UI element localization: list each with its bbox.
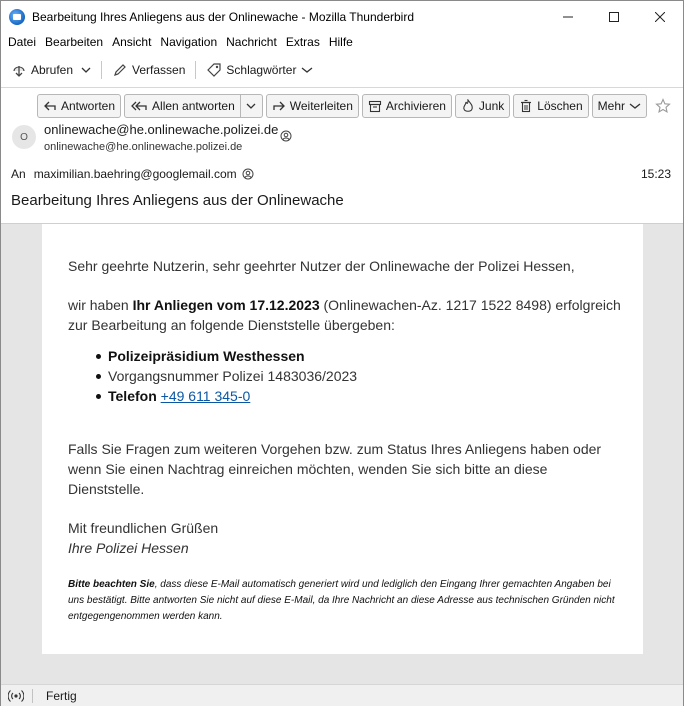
chevron-down-icon	[629, 102, 641, 110]
maximize-button[interactable]	[591, 1, 637, 32]
disclaimer-bold: Bitte beachten Sie	[68, 579, 155, 590]
message-text	[68, 256, 623, 625]
phone-link[interactable]: +49 611 345-0	[160, 388, 251, 404]
pencil-icon	[112, 62, 128, 78]
questions-paragraph: Falls Sie Fragen zum weiteren Vorgehen bzw. zum Status Ihres Anliegens haben oder wenn Sie einen Nachtrag einreichen möchten, wenden Sie sich bitte an diese Dienststelle.	[68, 441, 602, 497]
chevron-down-icon	[246, 102, 256, 110]
intro-bold: Ihr Anliegen vom 17.12.2023	[132, 297, 320, 313]
minimize-button[interactable]	[545, 1, 591, 32]
menu-help[interactable]: Hilfe	[328, 35, 353, 49]
reply-all-split	[124, 94, 263, 118]
online-status-icon[interactable]	[8, 689, 24, 703]
signature-text: Ihre Polizei Hessen	[68, 540, 189, 556]
forward-icon	[272, 99, 286, 113]
more-button[interactable]	[592, 94, 647, 118]
message-content	[42, 224, 643, 654]
get-mail-button[interactable]	[7, 58, 77, 82]
message-header	[1, 88, 683, 223]
disclaimer-body: , dass diese E-Mail automatisch generiert wird und lediglich den Eingang Ihrer gemachten Angaben bei uns bestätigt. Bitte antworten Sie nicht auf diese E-Mail, da Ihre Nachricht an diese Adresse aus technischen Gründen nicht entgegengenommen werden kann.	[68, 579, 615, 622]
tags-button[interactable]	[202, 58, 321, 82]
reply-all-label: Allen antworten	[152, 99, 235, 113]
chevron-down-icon	[81, 66, 91, 74]
menu-edit[interactable]: Bearbeiten	[45, 35, 104, 49]
close-button[interactable]	[637, 1, 683, 32]
trash-icon	[519, 99, 533, 113]
window-title: Bearbeitung Ihres Anliegens aus der Onlinewache - Mozilla Thunderbird	[32, 9, 415, 24]
menu-file[interactable]: Datei	[8, 35, 37, 49]
list-item: Vorgangsnummer Polizei 1483036/2023	[68, 366, 623, 386]
menu-message[interactable]: Nachricht	[226, 35, 277, 49]
intro-paragraph	[68, 295, 623, 335]
archive-button[interactable]	[362, 94, 452, 118]
message-subject: Bearbeitung Ihres Anliegens aus der Onlinewache	[11, 192, 344, 209]
menu-go[interactable]: Navigation	[160, 35, 218, 49]
office-details-list	[68, 346, 623, 406]
download-icon	[11, 62, 27, 78]
forward-button[interactable]	[266, 94, 359, 118]
archive-icon	[368, 99, 382, 113]
intro-suffix: (Onlinewachen-Az. 1217 1522 8498) erfolgreich zur Bearbeitung an folgende Dienststelle übergeben:	[68, 297, 621, 333]
tags-label: Schlagwörter	[226, 63, 297, 77]
menu-bar	[1, 32, 359, 52]
write-button[interactable]	[108, 58, 189, 82]
phone-label: Telefon	[108, 388, 157, 404]
toolbar-separator	[101, 61, 102, 79]
message-action-buttons	[34, 94, 671, 118]
main-toolbar	[1, 56, 683, 84]
message-time: 15:23	[640, 167, 671, 181]
intro-prefix: wir haben	[68, 297, 133, 313]
contact-icon[interactable]	[242, 168, 254, 180]
sender-email[interactable]: onlinewache@he.onlinewache.polizei.de	[44, 141, 243, 153]
menu-view[interactable]: Ansicht	[112, 35, 152, 49]
tag-icon	[206, 62, 222, 78]
chevron-down-icon	[301, 66, 313, 74]
reply-all-icon	[130, 99, 148, 113]
avatar: O	[12, 125, 36, 149]
maximize-icon	[609, 12, 619, 22]
menu-tools[interactable]: Extras	[285, 35, 320, 49]
delete-label: Löschen	[537, 99, 583, 113]
list-item: Polizeipräsidium Westhessen	[68, 346, 623, 366]
junk-label: Junk	[478, 99, 505, 113]
recipient-address[interactable]: maximilian.baehring@googlemail.com	[33, 167, 237, 181]
flame-icon	[461, 99, 475, 113]
status-text: Fertig	[46, 688, 77, 703]
star-icon[interactable]	[655, 98, 671, 114]
greeting-text: Sehr geehrte Nutzerin, sehr geehrter Nutzer der Onlinewache der Polizei Hessen,	[68, 258, 575, 274]
reply-button[interactable]	[37, 94, 121, 118]
status-separator	[32, 689, 33, 703]
write-label: Verfassen	[132, 63, 186, 77]
minimize-icon	[563, 12, 573, 22]
reply-all-button[interactable]	[124, 94, 241, 118]
status-bar	[1, 684, 683, 706]
junk-button[interactable]	[455, 94, 510, 118]
reply-all-dropdown[interactable]	[241, 94, 263, 118]
delete-button[interactable]	[513, 94, 588, 118]
forward-label: Weiterleiten	[289, 99, 353, 113]
disclaimer-text	[68, 577, 623, 625]
more-label: Mehr	[597, 99, 625, 113]
list-item	[68, 386, 623, 406]
contact-icon[interactable]	[280, 130, 292, 142]
toolbar-separator	[195, 61, 196, 79]
sender-name[interactable]: onlinewache@he.onlinewache.polizei.de	[44, 122, 279, 137]
to-label: An	[11, 167, 26, 181]
close-icon	[655, 12, 665, 22]
reply-icon	[43, 99, 57, 113]
get-mail-dropdown[interactable]	[77, 58, 95, 82]
archive-label: Archivieren	[385, 99, 446, 113]
closing-text: Mit freundlichen Grüßen	[68, 520, 219, 536]
get-mail-label: Abrufen	[31, 63, 74, 77]
title-bar	[1, 1, 683, 32]
thunderbird-logo-icon	[9, 9, 25, 25]
window-controls	[545, 1, 683, 32]
recipient-row	[11, 167, 254, 181]
message-body-area	[1, 224, 683, 684]
reply-label: Antworten	[61, 99, 116, 113]
